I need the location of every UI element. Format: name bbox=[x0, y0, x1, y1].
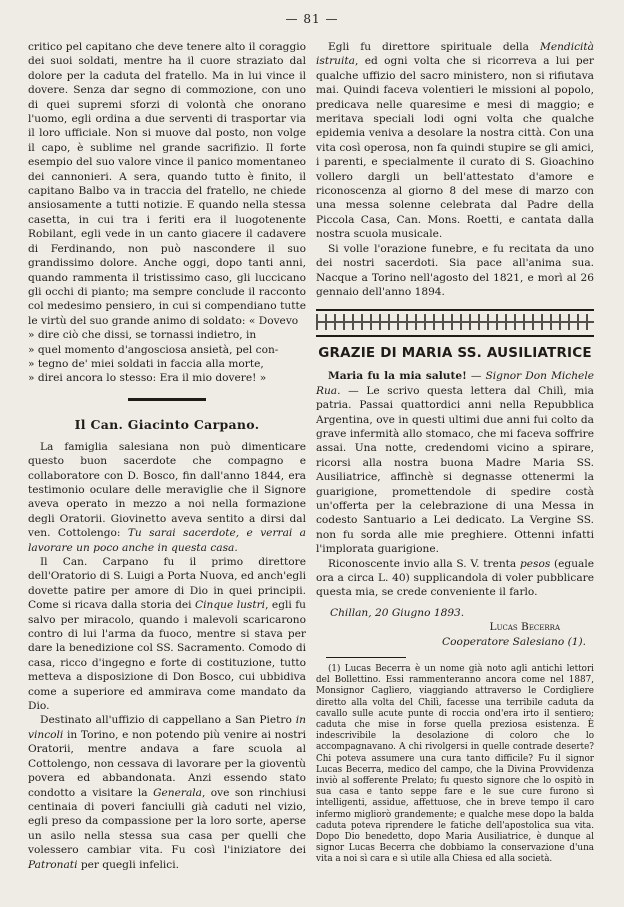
quote-block bbox=[28, 328, 306, 386]
signature-name: Lucas Becerra bbox=[489, 621, 560, 634]
text-run: — Le scrivo questa lettera dal Chilì, mia patria. Passai quattordici anni nella Repubblica Argentina, ove in questi ultimi due anni fui colto da grave infermità allo stomaco, che mi faceva soffrire assai. Una notte, credendomi vicino a spirare, ricorsi alla nostra buona Madre Maria SS. Ausiliatrice, affinchè si degnasse ottenermi la guarigione, promettendole di spedire costà un'offerta per la celebrazione di una Messa in codesto Santuario a Lei dedicato. La Vergine SS. non fu sorda alle mie preghiere. Ottenni infatti l'implorata guarigione. bbox=[316, 384, 594, 556]
paragraph: critico pel capitano che deve tenere alto il coraggio dei suoi soldati, mentre ha il cuore straziato dal dolore per la caduta del fratello. Ma in lui vince il dovere. Senza dar segno di commozione, con uno di quei supremi sforzi di volontà che onorano l'uomo, egli ordina a due serventi di trasportar via il loro ufficiale. Non si muove dal posto, non volge il capo, è sublime nel grande sacrifizio. Il forte esempio del suo valore vince il panico momentaneo dei cannonieri. A sera, quando tutto è finito, il capitano Balbo va in traccia del fratello, ne chiede ansiosamente a tutti notizie. E quando nella stessa casetta, in cui tra i feriti era il luogotenente Robilant, egli vede in un canto giacere il cadavere di Ferdinando, non può nascondere il suo grandissimo dolore. Anche oggi, dopo tanti anni, quando rammenta il tristissimo caso, gli luccicano gli occhi di pianto; ma sempre conclude il racconto col medesimo pensiero, in cui si compendiano tutte le virtù del suo grande animo di soldato: « Dovevo bbox=[28, 41, 306, 327]
ornament-pattern bbox=[316, 314, 594, 330]
text-run: , ove son rinchiusi centinaia di poveri fanciulli già caduti nel vizio, egli preso da compassione per la loro sorte, aperse un asilo nella stessa sua casa per quelli che volessero cambiar vita. Fu così l'iniziatore dei bbox=[28, 786, 306, 857]
italic-word: Patronati bbox=[28, 858, 78, 871]
footnote-divider bbox=[326, 657, 406, 658]
paragraph bbox=[316, 369, 594, 556]
text-run: Destinato all'uffizio di cappellano a San Pietro bbox=[40, 714, 292, 727]
lead-title: Maria fu la mia salute! bbox=[328, 370, 467, 383]
italic-title: Cinque lustri bbox=[195, 599, 266, 612]
letter-date: Chillan, 20 Giugno 1893. bbox=[330, 606, 465, 619]
text-run: in Torino, e non potendo più venire ai nostri Oratorii, mentre andava a fare scuola al Cottolengo, non cessava di lavorare per la gioventù povera ed abbandonata. Anzi essendo stato condotto a visitare la bbox=[28, 728, 306, 799]
paragraph: Si volle l'orazione funebre, e fu recitata da uno dei nostri sacerdoti. Sia pace all'anima sua. Nacque a Torino nell'agosto del 1821, e morì al 26 gennaio dell'anno 1894. bbox=[316, 242, 594, 298]
quote-line: » quel momento d'angosciosa ansietà, pel con- bbox=[28, 343, 279, 356]
text-run: Egli fu direttore spirituale della bbox=[328, 41, 529, 53]
paragraph bbox=[28, 713, 306, 871]
text-run: La famiglia salesiana non può dimenticare questo buon sacerdote che compagno e collaboratore con D. Bosco, fin dall'anno 1844, era testimonio oculare delle meraviglie che il Signore aveva operato in mezzo a noi nella formazione degli Oratorii. Giovinetto aveva sentito a dirsi dal ven. Cottolengo: bbox=[28, 440, 306, 540]
page-number: — 81 — bbox=[285, 12, 339, 26]
right-column bbox=[316, 40, 594, 866]
paragraph bbox=[28, 440, 306, 555]
italic-quote: Tu sarai sacerdote, e verrai a lavorare un poco anche in questa casa. bbox=[28, 527, 306, 554]
ornamental-border bbox=[316, 309, 594, 337]
italic-word: Generala bbox=[153, 786, 202, 799]
italic-word: in vincoli bbox=[28, 714, 306, 741]
text-run: (eguale ora a circa L. 40) supplicandola di voler pubblicare questa mia, se crede conveniente il farlo. bbox=[316, 557, 594, 599]
paragraph bbox=[316, 557, 594, 600]
text-run: — bbox=[466, 370, 486, 383]
paragraph bbox=[28, 555, 306, 713]
text-run: Riconoscente invio alla S. V. trenta bbox=[328, 557, 517, 570]
addressee: Signor Don Michele Rua. bbox=[316, 370, 594, 397]
section-title: Il Can. Giacinto Carpano. bbox=[74, 416, 260, 432]
italic-word: pesos bbox=[519, 557, 551, 570]
quote-line: » tegno de' miei soldati in faccia alla morte, bbox=[28, 357, 264, 370]
italic-title: Mendicità istruita bbox=[316, 41, 594, 68]
section-title: GRAZIE DI MARIA SS. AUSILIATRICE bbox=[318, 345, 592, 362]
text-run: Il Can. Carpano fu il primo direttore dell'Oratorio di S. Luigi a Porta Nuova, ed anch'egli dovette patire per amore di Dio in quei principii. Come si ricava dalla storia dei bbox=[28, 556, 306, 612]
section-divider bbox=[128, 398, 206, 401]
signature-role: Cooperatore Salesiano (1). bbox=[442, 635, 586, 648]
left-column bbox=[28, 40, 306, 872]
footnote: (1) Lucas Becerra è un nome già noto agli antichi lettori del Bollettino. Essi rammenteranno ancora come nel 1887, Monsignor Cagliero, viaggiando attraverso le Cordigliere diretto alla volta del Chilì, facesse una terribile caduta da cavallo sulle acute punte di roccia ond'era irto il sentiero; caduta che mise in forse quella preziosa esistenza. È indescrivibile la desolazione di coloro che lo accompagnavano. A chi rivolgersi in quelle contrade deserte? Chi poteva assumere una cura tanto difficile? Fu il signor Lucas Becerra, medico del campo, che la Divina Provvidenza inviò al sofferente Prelato; fu questo signore che lo ospitò in sua casa e tanto seppe fare e le sue cure furono sì intelligenti, assidue, affettuose, che in breve tempo il caro infermo migliorò grandemente; e qualche mese dopo la balda caduta poteva riprendere le fatiche dell'apostolica sua vita. Dopo Dio benedetto, dopo Maria Ausiliatrice, è dunque al signor Lucas Becerra che dobbiamo la conservazione d'una vita a noi sì cara e sì utile alla Chiesa ed alla società. bbox=[316, 664, 594, 865]
quote-line: » dire ciò che dissi, se tornassi indietro, in bbox=[28, 329, 257, 342]
text-run: per quegli infelici. bbox=[80, 858, 179, 871]
text-run: , egli fu salvo per miracolo, quando i malevoli scaricarono contro di lui l'arma da fuoco, mentre si stava per dare la benedizione col SS. Sacramento. Comodo di casa, ricco d'ingegno e forte di costituzione, tutto metteva a disposizione di Don Bosco, cui ubbidiva come a superiore ed ammirava come mandato da Dio. bbox=[28, 599, 306, 713]
paragraph bbox=[316, 40, 594, 242]
quote-line: » direi ancora lo stesso: Era il mio dovere! » bbox=[28, 372, 267, 385]
text-run: , ed ogni volta che si ricorreva a lui per qualche uffizio del sacro ministero, non si rifiutava mai. Quindi faceva volentieri le missioni al popolo, predicava nelle quaresime e mesi di maggio; e meritava speciali lodi ogni volta che qualche epidemia veniva a desolare la nostra città. Con una vita così operosa, non fa quindi stupire se gli amici, i parenti, e specialmente il curato di S. Gioachino vollero dargli un bell'attestato d'amore e riconoscenza al giorno 8 del mese di marzo con una messa solenne celebrata dal Padre della Piccola Casa, Can. Mons. Roetti, e cantata dalla nostra scuola musicale. bbox=[316, 55, 594, 241]
